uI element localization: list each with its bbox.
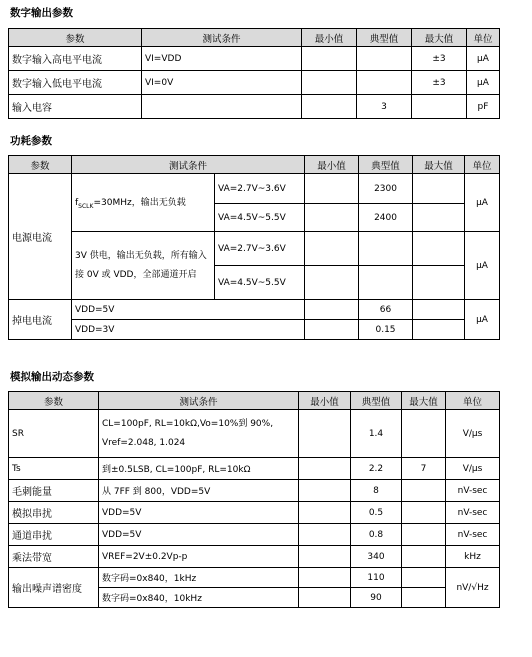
- header-max: 最大值: [413, 156, 465, 174]
- cond-cell: VDD=5V: [99, 502, 299, 524]
- param-cell: 通道串扰: [9, 524, 99, 546]
- unit-cell: μA: [465, 174, 500, 232]
- max-cell: [413, 174, 465, 204]
- table-row: [9, 524, 500, 546]
- typ-cell: 66: [359, 300, 413, 320]
- header-typ: 典型值: [357, 29, 412, 47]
- min-cell: [302, 95, 357, 119]
- va-cell: VA=4.5V~5.5V: [215, 266, 305, 300]
- param-noise: 输出噪声谱密度: [9, 568, 99, 608]
- table-row: [9, 502, 500, 524]
- cond-sclk: [72, 174, 215, 232]
- typ-cell: 2.2: [351, 458, 402, 480]
- min-cell: [299, 410, 351, 458]
- va-cell: VA=2.7V~3.6V: [215, 174, 305, 204]
- max-cell: [402, 410, 446, 458]
- header-param: 参数: [9, 29, 142, 47]
- max-cell: [402, 588, 446, 608]
- cond-prefix: f: [75, 198, 79, 209]
- table-row: [9, 71, 500, 95]
- header-cond: 测试条件: [72, 156, 305, 174]
- typ-cell: 110: [351, 568, 402, 588]
- min-cell: [299, 502, 351, 524]
- section-title-power: 功耗参数: [10, 135, 52, 147]
- min-cell: [299, 546, 351, 568]
- min-cell: [305, 232, 359, 266]
- header-cond: 测试条件: [99, 392, 299, 410]
- cond-suffix: =30MHz，输出无负载: [93, 198, 186, 209]
- cond-sub: SCLK: [78, 202, 94, 210]
- unit-cell: V/μs: [446, 410, 500, 458]
- param-cell: 数字输入高电平电流: [9, 47, 142, 71]
- typ-cell: 90: [351, 588, 402, 608]
- cond-cell: 从 7FF 到 800，VDD=5V: [99, 480, 299, 502]
- unit-cell: μA: [465, 232, 500, 300]
- max-cell: 7: [402, 458, 446, 480]
- param-supply-current: 电源电流: [9, 174, 72, 300]
- unit-cell: nV-sec: [446, 524, 500, 546]
- max-cell: [402, 524, 446, 546]
- section-title-digital: 数字输出参数: [10, 7, 73, 19]
- table-row: [9, 458, 500, 480]
- va-cell: VA=4.5V~5.5V: [215, 204, 305, 232]
- min-cell: [299, 458, 351, 480]
- power-params-table: [8, 155, 500, 340]
- cond-cell: 到±0.5LSB, CL=100pF, RL=10kΩ: [99, 458, 299, 480]
- max-cell: [413, 232, 465, 266]
- param-cell: 模拟串扰: [9, 502, 99, 524]
- cond-3v-supply: 3V 供电，输出无负载，所有输入接 0V 或 VDD，全部通道开启: [72, 232, 215, 300]
- digital-params-table: [8, 28, 500, 119]
- header-typ: 典型值: [359, 156, 413, 174]
- min-cell: [305, 204, 359, 232]
- header-unit: 单位: [465, 156, 500, 174]
- cond-cell: VDD=5V: [72, 300, 305, 320]
- header-cond: 测试条件: [142, 29, 302, 47]
- analog-params-table: [8, 391, 500, 608]
- unit-cell: nV-sec: [446, 502, 500, 524]
- typ-cell: 2300: [359, 174, 413, 204]
- header-min: 最小值: [305, 156, 359, 174]
- unit-cell: V/μs: [446, 458, 500, 480]
- unit-cell: μA: [467, 47, 500, 71]
- min-cell: [302, 71, 357, 95]
- max-cell: [402, 546, 446, 568]
- cond-cell: CL=100pF, RL=10kΩ,Vo=10%到 90%, Vref=2.048, 1.024: [99, 410, 299, 458]
- typ-cell: 0.5: [351, 502, 402, 524]
- min-cell: [302, 47, 357, 71]
- max-cell: [413, 300, 465, 320]
- typ-cell: 0.8: [351, 524, 402, 546]
- table-row: [9, 232, 500, 266]
- table-row: [9, 546, 500, 568]
- param-cell: 乘法带宽: [9, 546, 99, 568]
- max-cell: [412, 95, 467, 119]
- param-cell: 输入电容: [9, 95, 142, 119]
- table-row: [9, 95, 500, 119]
- header-param: 参数: [9, 156, 72, 174]
- cond-cell: [142, 95, 302, 119]
- header-min: 最小值: [302, 29, 357, 47]
- header-param: 参数: [9, 392, 99, 410]
- min-cell: [299, 524, 351, 546]
- unit-cell: kHz: [446, 546, 500, 568]
- header-unit: 单位: [446, 392, 500, 410]
- min-cell: [305, 320, 359, 340]
- max-cell: [402, 502, 446, 524]
- cond-cell: 数字码=0x840，1kHz: [99, 568, 299, 588]
- table-row: [9, 320, 500, 340]
- typ-cell: 8: [351, 480, 402, 502]
- param-cell: 数字输入低电平电流: [9, 71, 142, 95]
- table-row: [9, 47, 500, 71]
- cond-cell: VI=0V: [142, 71, 302, 95]
- cond-cell: VI=VDD: [142, 47, 302, 71]
- cond-cell: VDD=5V: [99, 524, 299, 546]
- header-max: 最大值: [402, 392, 446, 410]
- table-header-row: [9, 29, 500, 47]
- typ-cell: 340: [351, 546, 402, 568]
- typ-cell: [359, 266, 413, 300]
- table-row: [9, 300, 500, 320]
- cond-cell: 数字码=0x840，10kHz: [99, 588, 299, 608]
- unit-cell: pF: [467, 95, 500, 119]
- max-cell: [413, 266, 465, 300]
- unit-cell: μA: [465, 300, 500, 340]
- header-typ: 典型值: [351, 392, 402, 410]
- param-cell: Ts: [9, 458, 99, 480]
- min-cell: [305, 174, 359, 204]
- cond-cell: VREF=2V±0.2Vp-p: [99, 546, 299, 568]
- va-cell: VA=2.7V~3.6V: [215, 232, 305, 266]
- max-cell: [413, 320, 465, 340]
- typ-cell: [357, 47, 412, 71]
- min-cell: [299, 588, 351, 608]
- param-cell: SR: [9, 410, 99, 458]
- table-header-row: [9, 156, 500, 174]
- typ-cell: 2400: [359, 204, 413, 232]
- header-min: 最小值: [299, 392, 351, 410]
- min-cell: [305, 266, 359, 300]
- table-row: [9, 480, 500, 502]
- typ-cell: 0.15: [359, 320, 413, 340]
- min-cell: [305, 300, 359, 320]
- unit-cell: nV-sec: [446, 480, 500, 502]
- max-cell: ±3: [412, 47, 467, 71]
- max-cell: [402, 568, 446, 588]
- max-cell: [413, 204, 465, 232]
- cond-cell: VDD=3V: [72, 320, 305, 340]
- unit-cell: nV/√Hz: [446, 568, 500, 608]
- typ-cell: 3: [357, 95, 412, 119]
- typ-cell: [357, 71, 412, 95]
- header-max: 最大值: [412, 29, 467, 47]
- max-cell: ±3: [412, 71, 467, 95]
- typ-cell: [359, 232, 413, 266]
- min-cell: [299, 568, 351, 588]
- max-cell: [402, 480, 446, 502]
- header-unit: 单位: [467, 29, 500, 47]
- unit-cell: μA: [467, 71, 500, 95]
- section-title-analog: 模拟输出动态参数: [10, 371, 94, 383]
- table-row: [9, 174, 500, 204]
- typ-cell: 1.4: [351, 410, 402, 458]
- param-powerdown: 掉电电流: [9, 300, 72, 340]
- table-header-row: [9, 392, 500, 410]
- table-row: [9, 410, 500, 458]
- min-cell: [299, 480, 351, 502]
- param-cell: 毛刺能量: [9, 480, 99, 502]
- table-row: [9, 568, 500, 588]
